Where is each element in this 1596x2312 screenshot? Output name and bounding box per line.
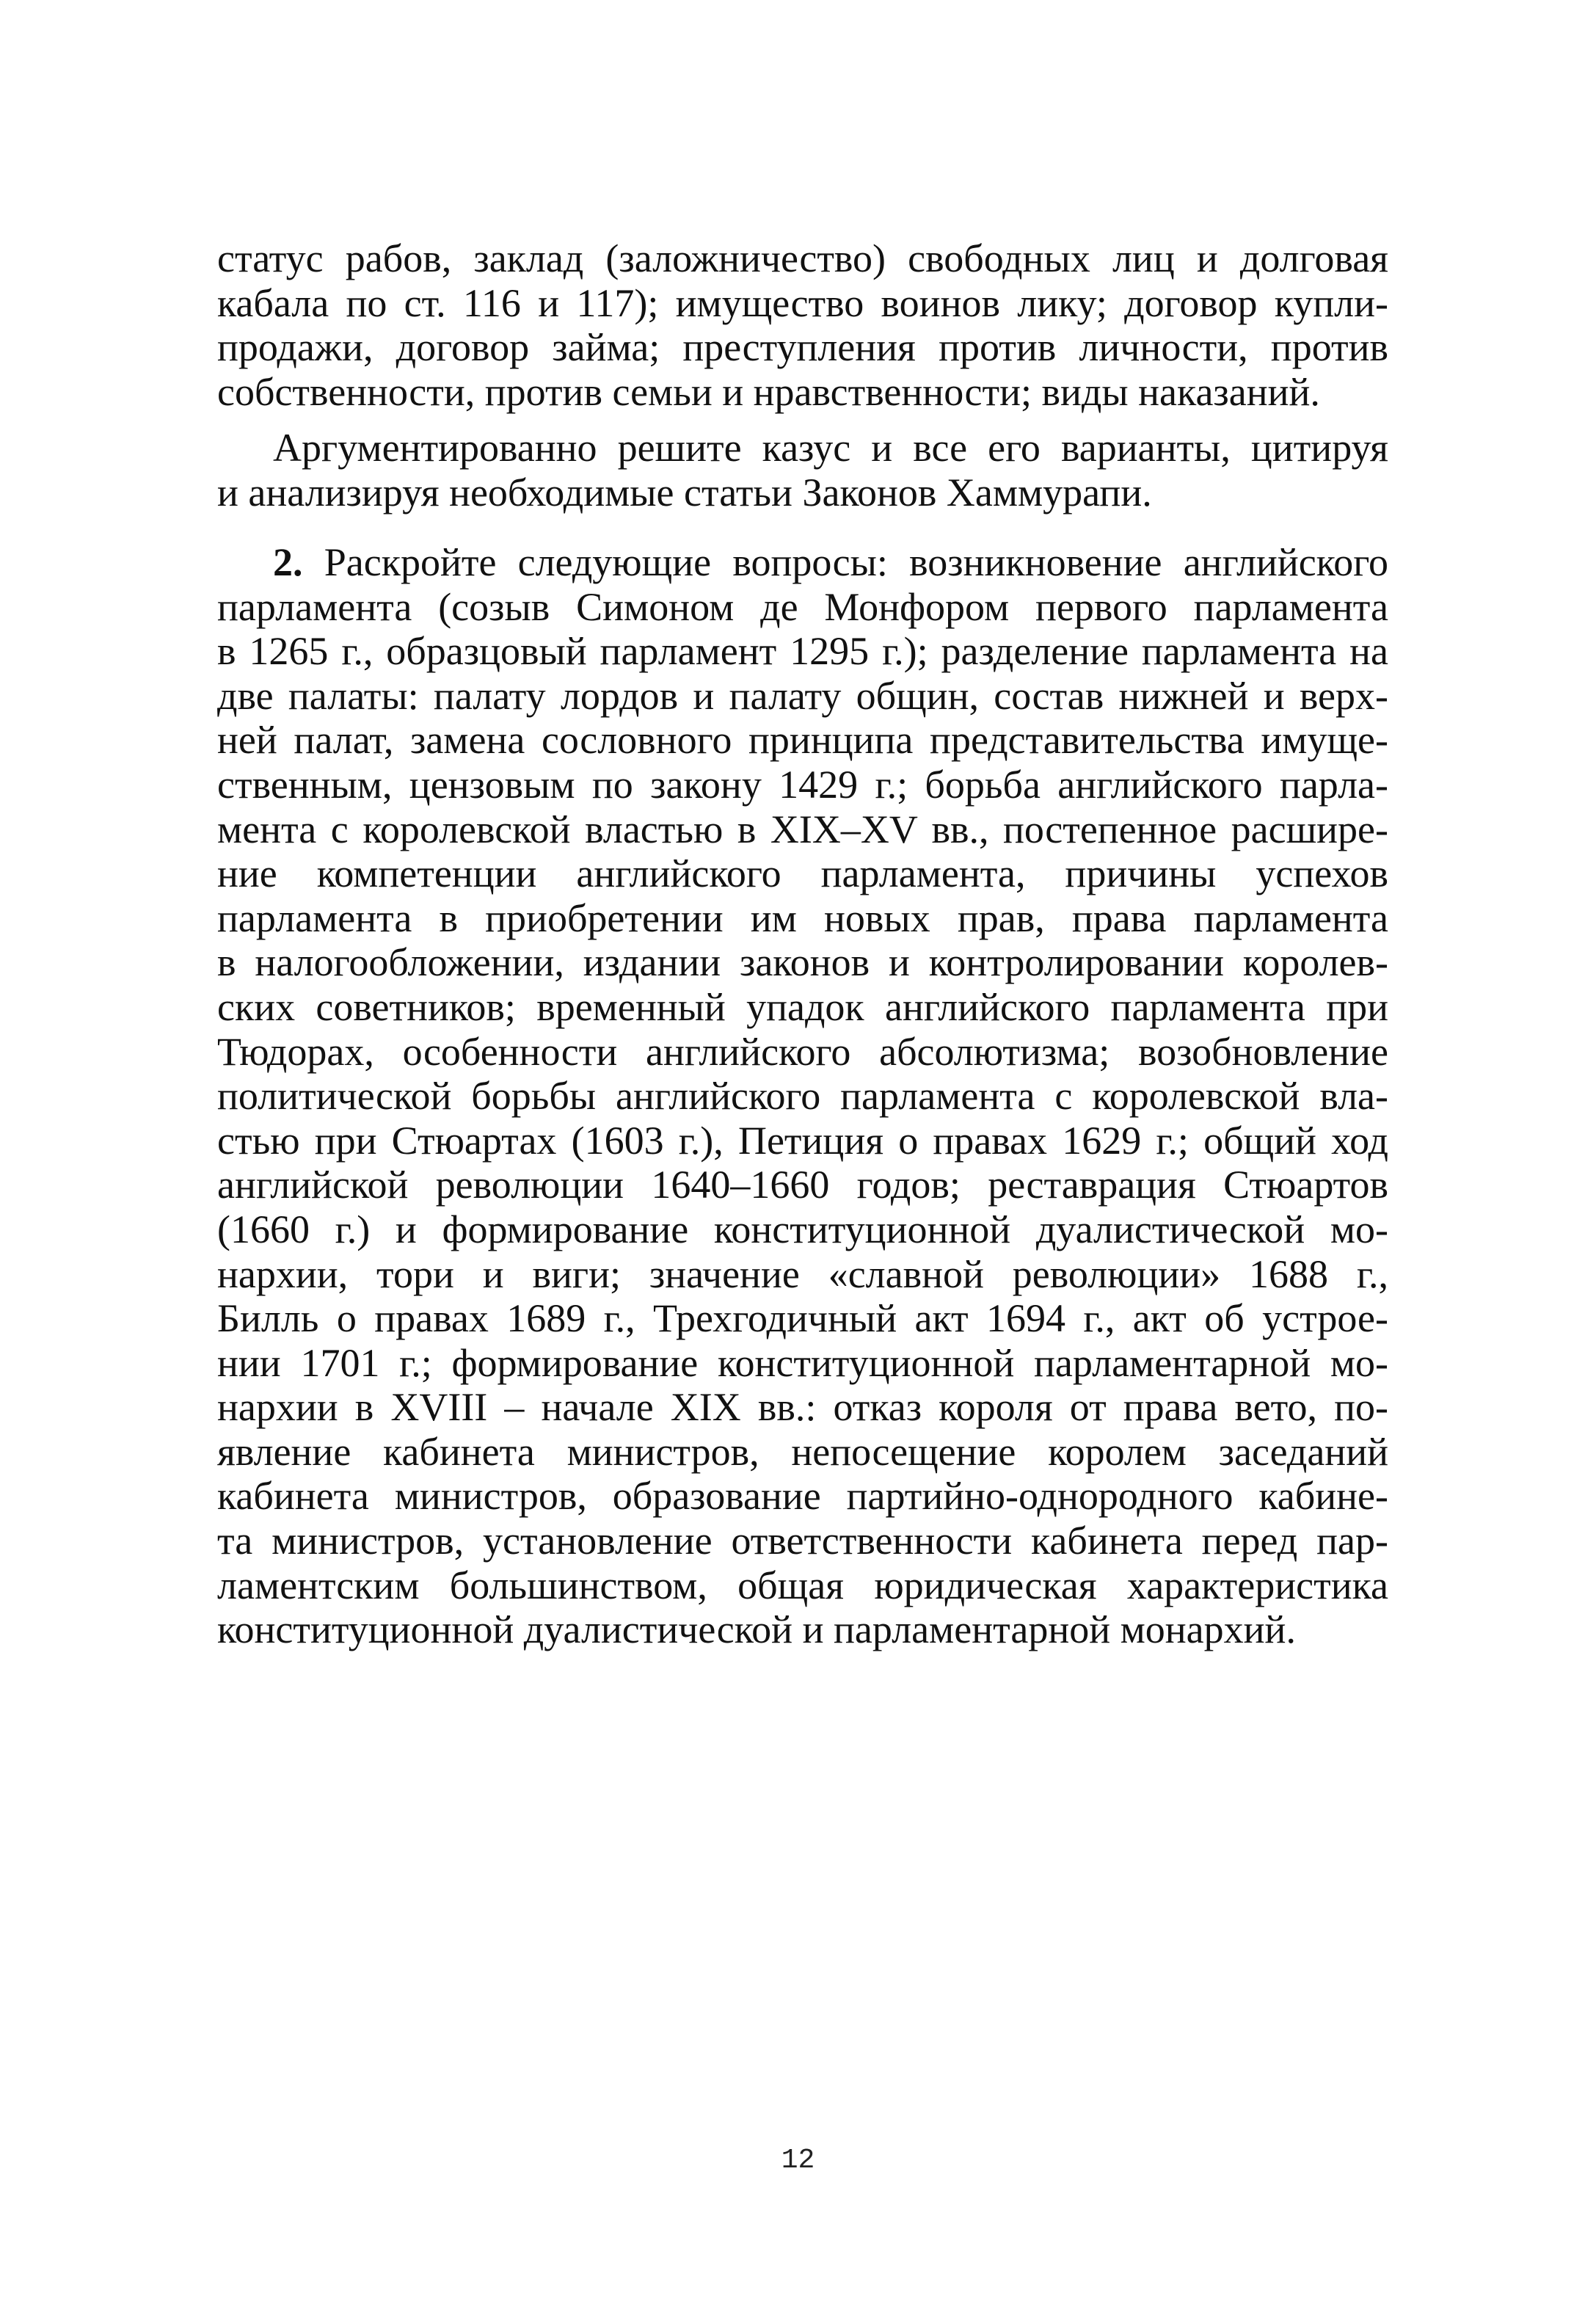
text-line: продажи, договор займа; преступления против личности, против (217, 325, 1388, 370)
text-line: ламентским большинством, общая юридическая характеристика (217, 1563, 1388, 1607)
text-line: английской революции 1640–1660 годов; реставрация Стюартов (217, 1163, 1388, 1207)
paragraph-3 (217, 540, 1388, 1652)
text-line-first (217, 540, 1388, 585)
paragraph-1 (217, 236, 1388, 414)
text-line: ней палат, замена сословного принципа представительства имуще- (217, 718, 1388, 763)
text-line: мента с королевской властью в XIX–XV вв., постепенное расшире- (217, 807, 1388, 851)
text-line: нархии в XVIII – начале XIX вв.: отказ короля от права вето, по- (217, 1385, 1388, 1430)
text-line: кабала по ст. 116 и 117); имущество воинов лику; договор купли- (217, 280, 1388, 325)
text-line: парламента в приобретении им новых прав, права парламента (217, 895, 1388, 940)
text-line: нии 1701 г.; формирование конституционной парламентарной мо- (217, 1340, 1388, 1385)
text-line: нархии, тори и виги; значение «славной революции» 1688 г., (217, 1251, 1388, 1296)
text-line: кабинета министров, образование партийно-однородного кабине- (217, 1474, 1388, 1519)
text-line: парламента (созыв Симоном де Монфором первого парламента (217, 584, 1388, 629)
text-line: та министров, установление ответственности кабинета перед пар- (217, 1519, 1388, 1563)
text-line: Аргументированно решите казус и все его варианты, цитируя (273, 426, 1388, 470)
text-line: в налогообложении, издании законов и контролировании королев- (217, 940, 1388, 985)
text-line-rest: Раскройте следующие вопросы: возникновение английского (302, 540, 1388, 584)
text-line: ских советников; временный упадок английского парламента при (217, 984, 1388, 1029)
text-line: ственным, цензовым по закону 1429 г.; борьба английского парла- (217, 762, 1388, 807)
text-line: статус рабов, заклад (заложничество) свободных лиц и долговая (217, 236, 1388, 280)
text-line: две палаты: палату лордов и палату общин, состав нижней и верх- (217, 673, 1388, 718)
text-line: ние компетенции английского парламента, причины успехов (217, 851, 1388, 896)
item-number: 2. (273, 540, 303, 584)
text-line: политической борьбы английского парламента с королевской вла- (217, 1074, 1388, 1119)
text-line: Билль о правах 1689 г., Трехгодичный акт 1694 г., акт об устрое- (217, 1296, 1388, 1341)
page-number: 12 (781, 2145, 815, 2176)
text-line: собственности, против семьи и нравственности; виды наказаний. (217, 369, 1320, 414)
paragraph-2 (217, 426, 1388, 515)
text-line: (1660 г.) и формирование конституционной дуалистической мо- (217, 1207, 1388, 1251)
text-line: и анализируя необходимые статьи Законов Хаммурапи. (217, 470, 1152, 515)
text-line: Тюдорах, особенности английского абсолютизма; возобновление (217, 1029, 1388, 1074)
text-line: стью при Стюартах (1603 г.), Петиция о правах 1629 г.; общий ход (217, 1118, 1388, 1163)
text-line: конституционной дуалистической и парламентарной монархий. (217, 1607, 1296, 1652)
text-line: явление кабинета министров, непосещение королем заседаний (217, 1429, 1388, 1474)
text-line: в 1265 г., образцовый парламент 1295 г.); разделение парламента на (217, 629, 1388, 674)
